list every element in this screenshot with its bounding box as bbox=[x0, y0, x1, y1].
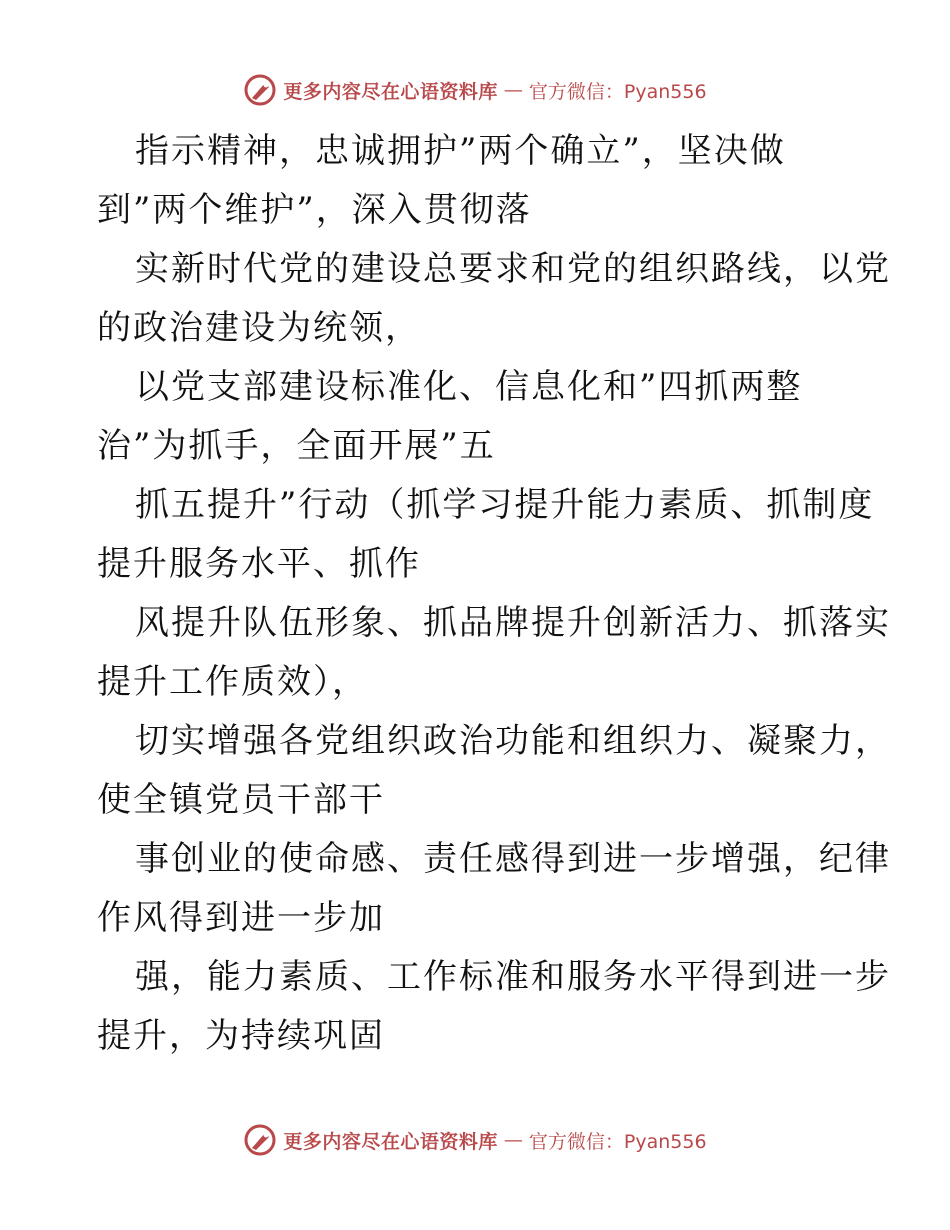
text-line: 强，能力素质、工作标准和服务水平得到进一步 bbox=[135, 957, 891, 997]
text-line: 提升，为持续巩固 bbox=[97, 1016, 385, 1056]
text-line: 事创业的使命感、责任感得到进一步增强，纪律 bbox=[135, 839, 891, 879]
header-banner bbox=[0, 70, 950, 110]
text-line: 作风得到进一步加 bbox=[97, 898, 385, 938]
text-line: 风提升队伍形象、抓品牌提升创新活力、抓落实 bbox=[135, 603, 891, 643]
text-line: 指示精神，忠诚拥护”两个确立”，坚决做 bbox=[135, 131, 786, 171]
footer-banner bbox=[0, 1120, 950, 1160]
header-brand-text: 更多内容尽在心语资料库 bbox=[283, 80, 498, 103]
header-separator: — bbox=[503, 79, 523, 101]
text-line: 实新时代党的建设总要求和党的组织路线，以党 bbox=[135, 249, 891, 289]
text-line: 治”为抓手，全面开展”五 bbox=[97, 426, 496, 466]
text-line: 到”两个维护”，深入贯彻落 bbox=[97, 190, 532, 230]
text-line: 的政治建设为统领， bbox=[97, 308, 421, 348]
footer-wechat-text: 官方微信：Pyan556 bbox=[528, 1130, 707, 1153]
pen-nib-logo-icon bbox=[243, 1123, 277, 1157]
text-line: 切实增强各党组织政治功能和组织力、凝聚力， bbox=[135, 721, 891, 761]
text-line: 以党支部建设标准化、信息化和”四抓两整 bbox=[135, 367, 803, 407]
text-line: 提升工作质效）， bbox=[97, 662, 368, 702]
pen-nib-logo-icon bbox=[243, 73, 277, 107]
document-body bbox=[97, 122, 891, 1066]
text-line: 抓五提升”行动（抓学习提升能力素质、抓制度 bbox=[135, 485, 875, 525]
footer-separator: — bbox=[503, 1129, 523, 1151]
text-line: 提升服务水平、抓作 bbox=[97, 544, 421, 584]
header-wechat-text: 官方微信：Pyan556 bbox=[528, 80, 707, 103]
text-line: 使全镇党员干部干 bbox=[97, 780, 385, 820]
footer-brand-text: 更多内容尽在心语资料库 bbox=[283, 1130, 498, 1153]
